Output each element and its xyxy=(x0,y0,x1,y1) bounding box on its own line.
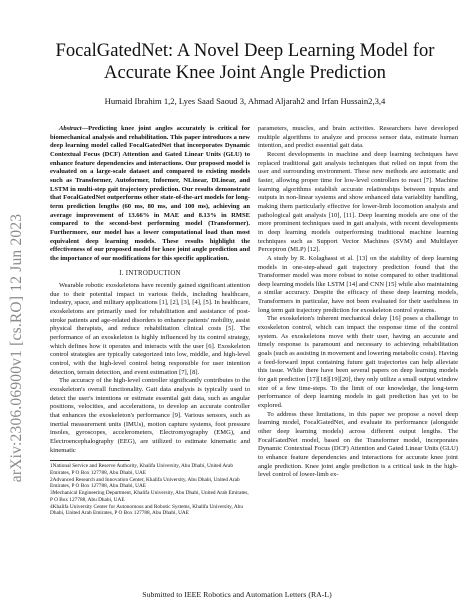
body-paragraph-continued: parameters, muscles, and brain activities. Researchers have developed multiple algorithms to analyze and process sensor data, estimate human intention, and predict essential gait data. xyxy=(258,125,458,150)
right-column xyxy=(258,125,458,480)
author-list: Humaid Ibrahim 1,2, Lyes Saad Saoud 3, Ahmad Aljarah2 and Irfan Hussain2,3,4 xyxy=(104,96,386,106)
intro-paragraph-2: The accuracy of the high-level controller significantly contributes to the exoskeleton's overall functionality. Gait data analysis is typically used to detect the user's intentions or estimate essential gait data, such as angular positions, velocities, and accelerations, to develop an accurate controller that enhances the exoskeleton's performance [9]. Various sensors, such as inertial measurement units (IMUs), motion capture systems, foot pressure insoles, gyroscopes, accelerometers, Electromyography (EMG), and Electroencephalography (EEG), are utilized to estimate kinematic and kinematic xyxy=(50,377,250,454)
arxiv-identifier-stamp xyxy=(6,118,28,578)
body-paragraph-proposal: To address these limitations, in this paper we propose a novel deep learning model, FocalGatedNet, and evaluate its performance (alongside other deep learning models) across different output lengths. The FocalGatedNet model, based on the Transformer model, incorporates Dynamic Contextual Focus (DCF) Attention and Gated Linear Units (GLU) to enhance feature dependencies and interactions for accurate knee joint angle prediction. Knee joint angle prediction is a critical task in the high-level control of lower-limb ex- xyxy=(258,410,458,479)
section-heading-introduction: I. INTRODUCTION xyxy=(119,269,181,277)
abstract-text: —Predicting knee joint angles accurately is critical for biomechanical analysis and rehabilitation. This paper introduces a new deep learning model called FocalGatedNet that incorporates Dynamic Contextual Focus (DCF) Attention and Gated Linear Units (GLU) to enhance feature dependencies and interactions. Our proposed model is evaluated on a large-scale dataset and compared to existing models such as Transformer, Autoformer, Informer, NLinear, DLinear, and LSTM in multi-step gait trajectory prediction. Our results demonstrate that FocalGatedNet outperforms other state-of-the-art models for long-term prediction lengths (60 ms, 80 ms, and 100 ms), achieving an average improvement of 13.66% in MAE and 8.13% in RMSE compared to the second-best performing model (Transformer). Furthermore, our model has a lower computational load than most equivalent deep learning models. These results highlight the effectiveness of our proposed model for knee joint angle prediction and the importance of our modifications for this specific application. xyxy=(50,125,250,262)
affiliation-footnotes xyxy=(50,463,250,517)
footnote-affiliation-1: 1National Service and Reserve Authority, Khalifa University, Abu Dhabi, United Arab Emirates, P O Box 127788, Abu Dhabi, UAE xyxy=(50,463,234,476)
paper-title: FocalGatedNet: A Novel Deep Learning Model for Accurate Knee Joint Angle Prediction xyxy=(55,40,435,83)
abstract xyxy=(50,125,250,264)
footnote-affiliation-3: 3Mechanical Engineering Department, Khalifa University, Abu Dhabi, United Arab Emirates, P O Box 127788, Abu Dhabi, UAE xyxy=(50,490,249,503)
body-paragraph-kolaghassi-study: A study by R. Kolaghassi et al. [13] on the stability of deep learning models in one-step-ahead gait trajectory prediction found that the Transformer model was more robust to noise compared to other traditional deep learning models like LSTM [14] and CNN [15] while also maintaining a similar accuracy. Despite the efficacy of these deep learning models, Transformers in particular, have not been evaluated for their usefulness in long term gait trajectory prediction for exoskeleton control systems. xyxy=(258,254,458,314)
body-paragraph-ml-techniques: Recent developments in machine and deep learning techniques have replaced traditional gait analysis techniques that relied on input from the user and surrounding environment. These new methods are automatic and faster, allowing proper time for low-level controllers to react [7]. Machine learning algorithms establish accurate relationships between inputs and outputs in non-linear systems and show enhanced data variability handling, making them particularly effective for lower-limb locomotion analysis and pathological gait analysis [10], [11]. Deep learning models are one of the more prominent techniques used in gait analysis, with recent developments in deep learning models outperforming traditional machine learning techniques such as Support Vector Machines (SVM) and Multilayer Perceptron (MLP) [12]. xyxy=(258,150,458,254)
footnote-affiliation-2: 2Advanced Research and Innovation Center, Khalifa University, Abu Dhabi, United Arab Emirates, P O Box 127788, Abu Dhabi, UAE xyxy=(50,476,240,490)
body-paragraph-mechanical-delay: The exoskeleton's inherent mechanical delay [16] poses a challenge to exoskeleton control, which can impact the response time of the control system. As exoskeletons move with their user, having an accurate and timely response is paramount and necessary to achieving rehabilitation goals (such as assisting in movement and lowering metabolic costs). Having a feed-forward input containing future gait trajectories can help alleviate this issue. While there have been several papers on deep learning models for gait prediction [17][18][19][20], they only utilize a small output window size of a few time-steps. To the limit of our knowledge, the long-term performance of deep learning models in gait prediction has yet to be explored. xyxy=(258,315,458,409)
footnote-affiliation-4: 4Khalifa University Center for Autonomous and Robotic Systems, Khalifa University, Abu Dhabi, United Arab Emirates, P O Box 127788, Abu Dhabi, UAE xyxy=(50,503,243,517)
intro-paragraph-1: Wearable robotic exoskeletons have recently gained significant attention due to their potential impact in various fields, including healthcare, industry, space, and military applications [1], [2], [3], [4], [5]. In healthcare, exoskeletons are primarily used for rehabilitation and assistance of post-stroke patients and age-related disorders to enhance patients' mobility, assist physical therapists, and reduce rehabilitation clinical costs [5]. The performance of an exoskeleton is highly influenced by its control strategy, which defines how it operates and interacts with the user [6]. Exoskeleton control strategies are typically categorized into low, middle, and high-level control, with the high-level control being responsible for user intention detection, terrain detection, and event estimation [7], [8]. xyxy=(50,282,250,376)
footnote-rule xyxy=(50,460,130,461)
left-column xyxy=(50,125,250,517)
abstract-label: Abstract xyxy=(59,125,82,132)
arxiv-identifier: arXiv:2306.06900v1 [cs.RO] 12 Jun 2023 xyxy=(8,213,25,483)
submission-note: Submitted to IEEE Robotics and Automation Letters (RA-L) xyxy=(142,590,332,599)
